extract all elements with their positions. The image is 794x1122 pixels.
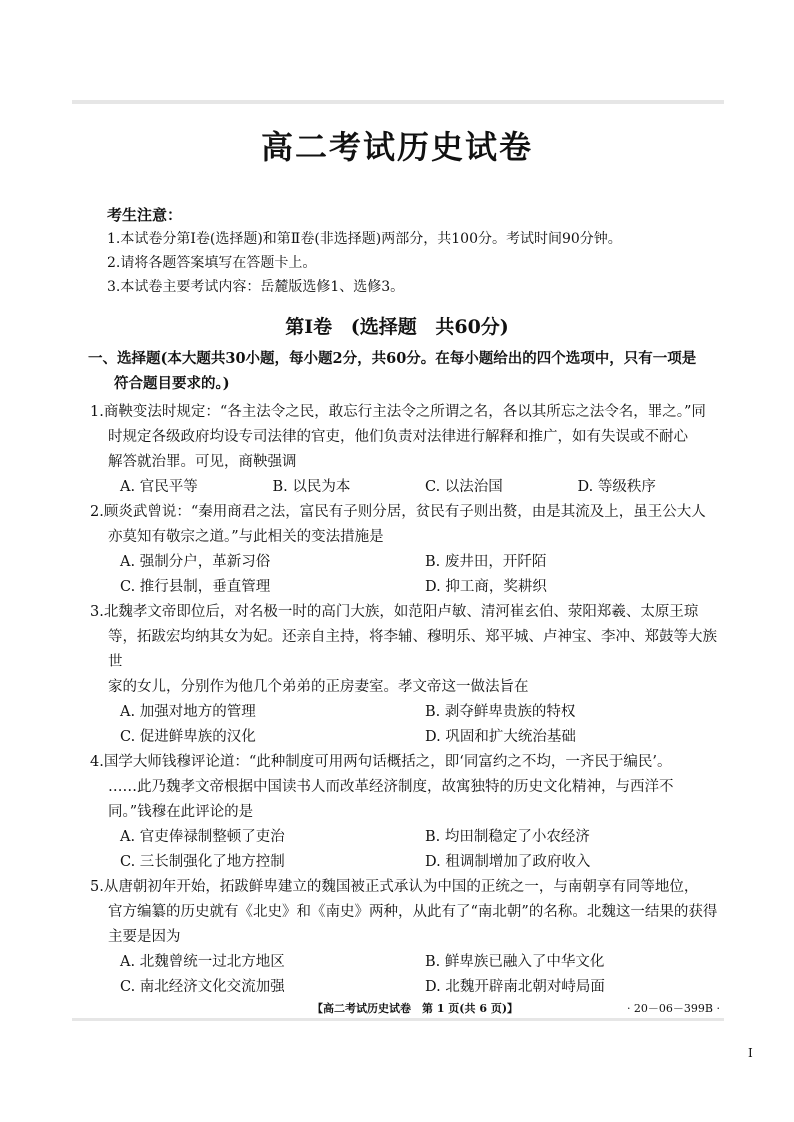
stem-line: 解答就治罪。可见，商鞅强调 (108, 454, 297, 470)
question-2 (90, 500, 730, 600)
option-c: C. 促进鲜卑族的汉化 (120, 729, 256, 745)
stem-line: 2.顾炎武曾说：“秦用商君之法，富民有子则分居，贫民有子则出赘，由是其流及上，虽王公大人 (90, 504, 706, 520)
question-list (90, 400, 730, 1000)
option-d: D. 巩固和扩大统治基础 (425, 729, 576, 745)
option-c: C. 南北经济文化交流加强 (120, 979, 285, 995)
instructions-line: 符合题目要求的。) (114, 375, 230, 392)
option-d: D. 抑工商，奖耕织 (425, 579, 547, 595)
stem-line: 主要是因为 (108, 929, 181, 945)
option-c: C. 推行县制，垂直管理 (120, 579, 271, 595)
stem-line: 同。”钱穆在此评论的是 (108, 804, 254, 820)
option-a: A. 强制分户，革新习俗 (120, 554, 271, 570)
stem-line: 时规定各级政府均设专司法律的官吏，他们负责对法律进行解释和推广，如有失误或不耐心 (108, 429, 688, 445)
option-a: A. 官吏俸禄制整顿了吏治 (120, 829, 285, 845)
option-b: B. 鲜卑族已融入了中华文化 (425, 954, 605, 970)
page-footer (72, 1000, 724, 1018)
stem-line: 官方编纂的历史就有《北史》和《南史》两种，从此有了“南北朝”的名称。北魏这一结果的获得 (108, 904, 718, 920)
option-b: B. 废井田，开阡陌 (425, 554, 547, 570)
option-b: B. 剥夺鲜卑贵族的特权 (425, 704, 576, 720)
option-group (90, 950, 730, 1000)
stem-line: 家的女儿，分别作为他几个弟弟的正房妻室。孝文帝这一做法旨在 (108, 679, 529, 695)
top-rule (72, 100, 724, 104)
question-stem (90, 600, 730, 700)
question-5 (90, 875, 730, 1000)
stem-line: ……此乃魏孝文帝根据中国读书人而改革经济制度，故寓独特的历史文化精神，与西洋不 (108, 779, 674, 795)
footer-code: · 20－06－399B · (626, 1002, 720, 1015)
question-stem (90, 750, 730, 825)
question-3 (90, 600, 730, 750)
section-part: 第Ⅰ卷 (285, 316, 333, 338)
option-group (90, 825, 730, 875)
footer-page-info: 【高二考试历史试卷 第 1 页(共 6 页)】 (312, 1002, 519, 1015)
section-instructions (88, 346, 728, 396)
section-title (0, 312, 794, 339)
option-group (90, 475, 730, 500)
section-type: (选择题 (350, 316, 417, 338)
question-stem (90, 400, 730, 475)
stem-line: 3.北魏孝文帝即位后，对名极一时的高门大族，如范阳卢敏、清河崔玄伯、荥阳郑羲、太原王琼 (90, 604, 699, 620)
option-b: B. 均田制稳定了小农经济 (425, 829, 590, 845)
stem-line: 4.国学大师钱穆评论道：“此种制度可用两句话概括之，即‘同富约之不均，一齐民于编民’。 (90, 754, 672, 770)
option-group (90, 550, 730, 600)
option-a: A. 加强对地方的管理 (120, 704, 256, 720)
option-b: B. 以民为本 (272, 479, 351, 495)
question-4 (90, 750, 730, 875)
question-stem (90, 500, 730, 550)
option-c: C. 以法治国 (425, 479, 503, 495)
question-stem (90, 875, 730, 950)
page-title: 高二考试历史试卷 (260, 128, 533, 166)
bottom-rule (72, 1018, 724, 1021)
option-group (90, 700, 730, 750)
stem-line: 亦莫知有敬宗之道。”与此相关的变法措施是 (108, 529, 384, 545)
option-d: D. 北魏开辟南北朝对峙局面 (425, 979, 605, 995)
option-a: A. 官民平等 (120, 479, 198, 495)
option-d: D. 等级秩序 (577, 479, 656, 495)
instructions-line: 一、选择题(本大题共30小题，每小题2分，共60分。在每小题给出的四个选项中，只有一项是 (88, 350, 697, 367)
notice-item: 2.请将各题答案填写在答题卡上。 (107, 255, 317, 271)
notice-heading: 考生注意： (107, 206, 183, 224)
option-c: C. 三长制强化了地方控制 (120, 854, 285, 870)
notice-item: 3.本试卷主要考试内容：岳麓版选修1、选修3。 (107, 279, 405, 295)
option-d: D. 租调制增加了政府收入 (425, 854, 591, 870)
stem-line: 1.商鞅变法时规定：“各主法令之民，敢忘行主法令之所谓之名，各以其所忘之法令名，罪之。”同 (90, 404, 706, 420)
exam-notice (107, 203, 622, 299)
option-a: A. 北魏曾统一过北方地区 (120, 954, 285, 970)
section-score: 共60分) (435, 316, 509, 338)
edge-mark: I (748, 1046, 753, 1060)
question-1 (90, 400, 730, 500)
stem-line: 等，拓跋宏均纳其女为妃。还亲自主持，将李辅、穆明乐、郑平城、卢神宝、李冲、郑鼓等大族世 (108, 629, 717, 670)
stem-line: 5.从唐朝初年开始，拓跋鲜卑建立的魏国被正式承认为中国的正统之一，与南朝享有同等地位， (90, 879, 699, 895)
notice-item: 1.本试卷分第Ⅰ卷(选择题)和第Ⅱ卷(非选择题)两部分，共100分。考试时间90分钟。 (107, 231, 622, 247)
